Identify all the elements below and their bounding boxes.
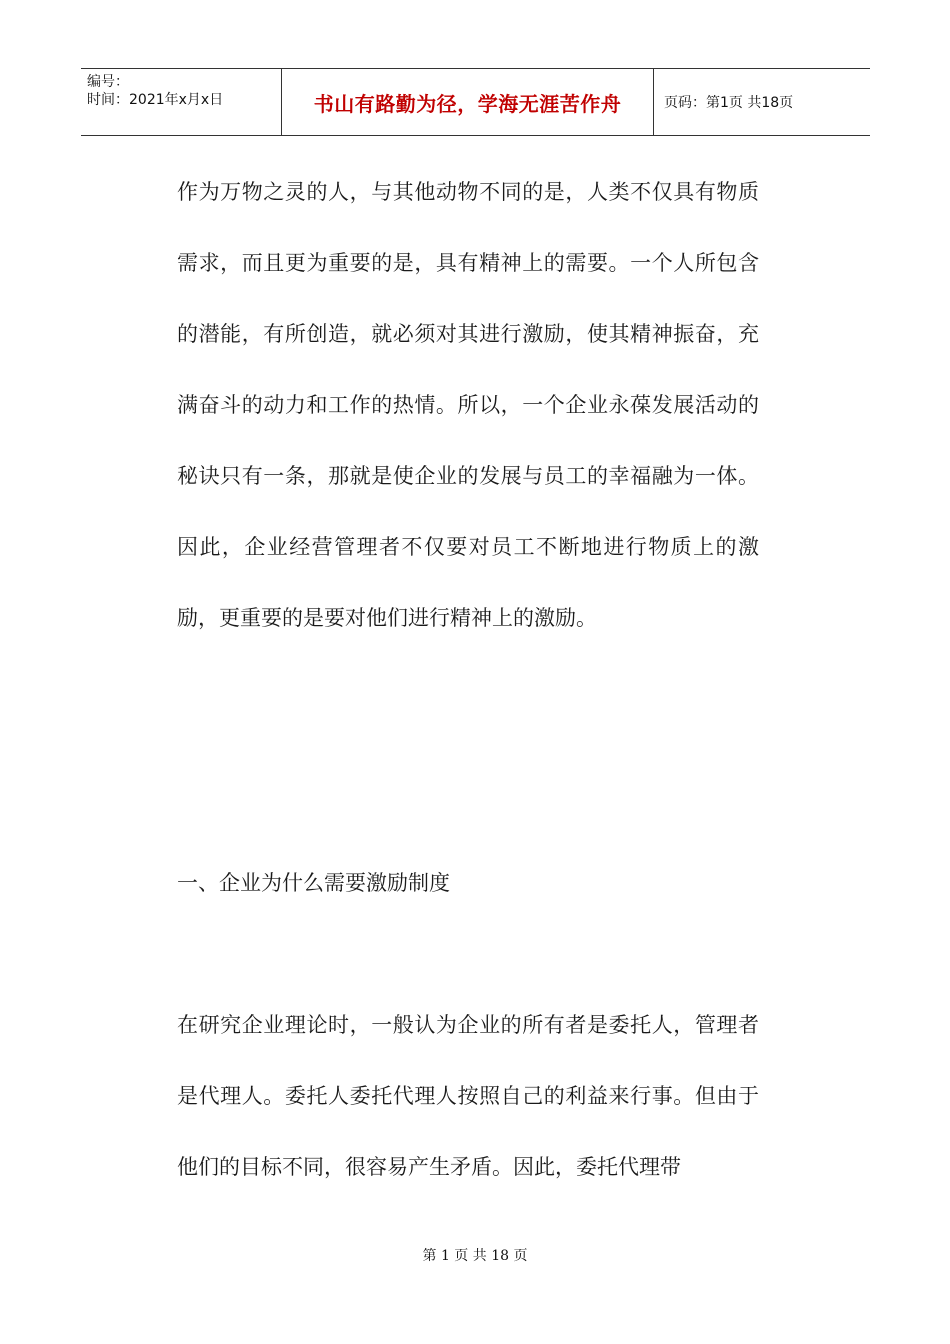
document-header bbox=[81, 68, 870, 136]
page-footer: 第 1 页 共 18 页 bbox=[422, 1248, 528, 1264]
document-number-label: 编号： bbox=[87, 74, 129, 90]
header-motto: 书山有路勤为径，学海无涯苦作舟 bbox=[281, 69, 654, 135]
paragraph-theory: 在研究企业理论时，一般认为企业的所有者是委托人，管理者是代理人。委托人委托代理人按照自己的利益来行事。但由于他们的目标不同，很容易产生矛盾。因此，委托代理带 bbox=[177, 1013, 759, 1179]
document-time-label: 时间：2021年x月x日 bbox=[87, 92, 224, 108]
paragraph-intro: 作为万物之灵的人，与其他动物不同的是，人类不仅具有物质需求，而且更为重要的是，具有精神上的需要。一个人所包含的潜能，有所创造，就必须对其进行激励，使其精神振奋，充满奋斗的动力和工作的热情。所以，一个企业永葆发展活动的秘诀只有一条，那就是使企业的发展与员工的幸福融为一体。因此，企业经营管理者不仅要对员工不断地进行物质上的激励，更重要的是要对他们进行精神上的激励。 bbox=[177, 180, 759, 630]
section-heading: 一、企业为什么需要激励制度 bbox=[177, 871, 450, 895]
header-meta bbox=[81, 69, 281, 135]
header-page-code: 页码：第1页 共18页 bbox=[664, 95, 794, 111]
